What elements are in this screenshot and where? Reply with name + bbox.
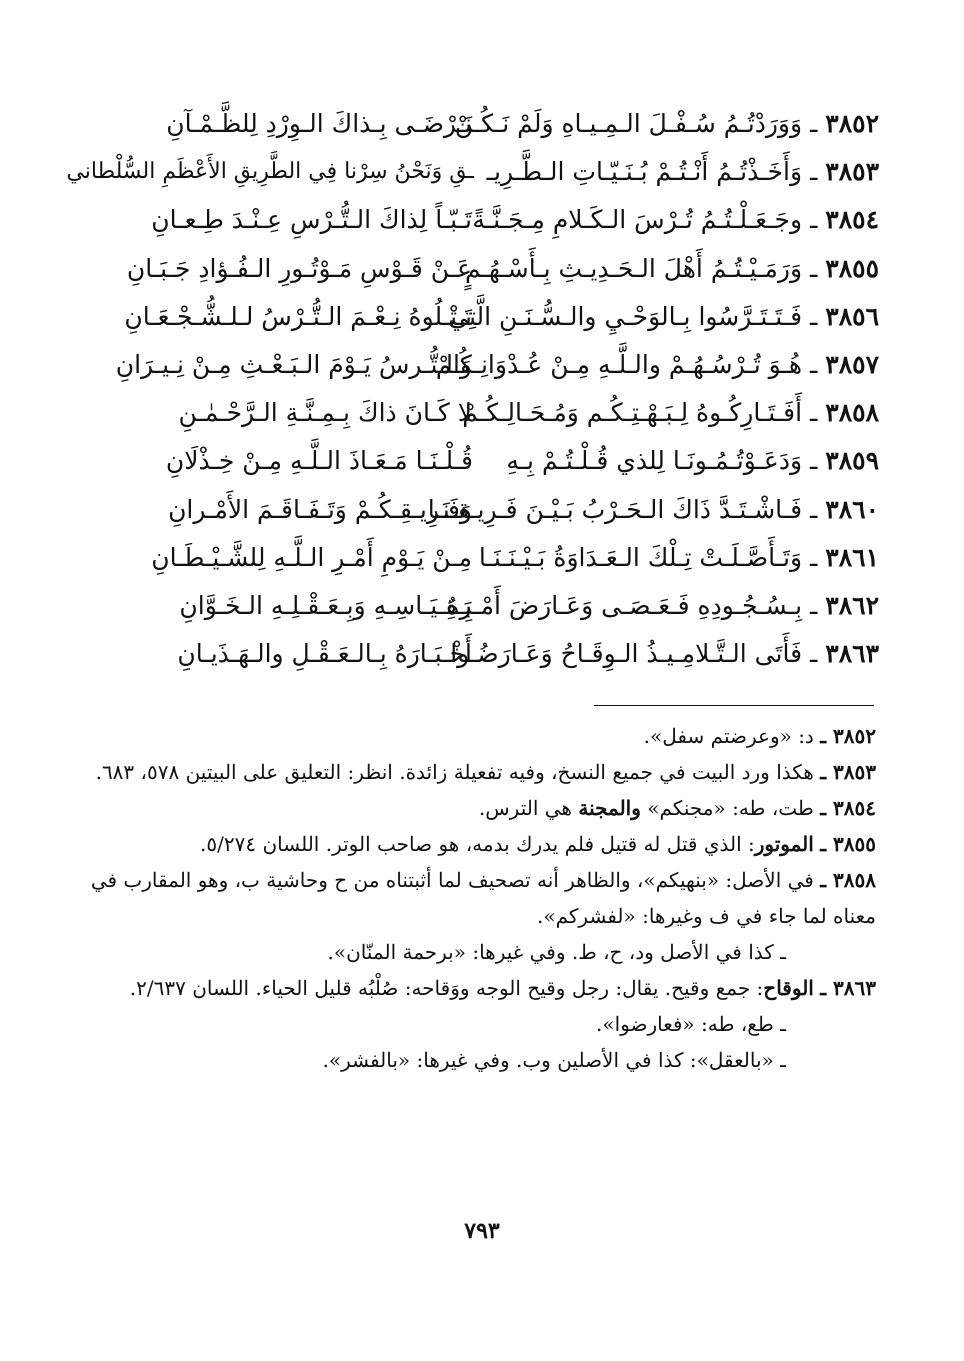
verse-second-hemistich: تَـتْـلُوهُ نِـعْـمَ الـتُّـرْسُ لـلـشُّـجْـعَـانِ xyxy=(124,301,472,331)
verse-first-text: وَتَـأَصَّـلَـتْ تِـلْكَ الـعَـدَاوَةُ بَـيْـنَـنَـا xyxy=(478,542,803,572)
verse-number: ٣٨٥٧ xyxy=(825,350,879,380)
verse-first-text: وجَـعَـلْـتُـمُ تُـرْسَ الـكَـلامِ مِـجَـنَّـةً xyxy=(472,205,803,235)
verse-3855 xyxy=(79,245,879,293)
verse-second-hemistich: عَـنْ قَـوْسِ مَـوْتُـورِ الـفُـؤادِ جَـبَـانِ xyxy=(126,253,472,283)
verse-first-hemistich: ٣٨٦٠ ـ فَـاشْـتَـدَّ ذَاكَ الـحَـرْبُ بَـيْـنَ فَـرِيـقِـنَـا xyxy=(427,494,879,524)
verse-second-hemistich: وَفَـرِيـقِـكُـمْ وَتَـفَـاقَـمَ الأَمْـرانِ xyxy=(168,494,472,524)
footnote-3858 xyxy=(86,862,876,970)
verse-first-text: فَأَتَى الـتَّـلامِـيـذُ الـوِقَـاحُ وَعَـارَضُـوا xyxy=(450,639,803,669)
verse-first-text: فَـاشْـتَـدَّ ذَاكَ الـحَـرْبُ بَـيْـنَ فَـرِيـقِـنَـا xyxy=(427,494,803,524)
verse-first-text: فَـتَـتَـرَّسُوا بِـالوَحْـيِ والـسُّـنَـنِ الَّتِي xyxy=(448,301,803,331)
verse-number: ٣٨٥٣ xyxy=(825,157,879,187)
footnote-number: ٣٨٥٤ ـ xyxy=(820,796,876,820)
verse-3853 xyxy=(66,148,879,196)
footnotes xyxy=(86,718,876,1078)
verse-first-hemistich: ٣٨٥٢ ـ وَوَرَدْتُـمُ سُـفْـلَ الـمِـيـاهِ وَلَمْ نَـكُـنْ xyxy=(454,109,879,139)
footnote-subnote: ـ طع، طه: «فعارضوا». xyxy=(596,1012,786,1036)
verse-second-hemistich: نَـرْضَـى بِـذاكَ الـوِرْدِ لِلظَّـمْـآنِ xyxy=(166,109,472,139)
footnote-text: د: «وعرضتم سفل». xyxy=(643,724,814,748)
verse-first-hemistich: ٣٨٥٣ ـ وَأَخَـذْتُـمُ أَنْـتُـمْ بُـنَـيّـاتِ الـطَّـرِيـ xyxy=(486,157,879,187)
verse-first-hemistich: ٣٨٥٩ ـ وَدَعَـوْتُـمُـونَـا لِلذي قُـلْـتُـمْ بِـهِ xyxy=(506,446,879,476)
verse-number: ٣٨٥٤ xyxy=(825,205,879,235)
verse-second-hemistich: لا كَـانَ ذاكَ بِـمِـنَّـةِ الـرَّحْـمٰـنِ xyxy=(178,398,472,428)
verse-number: ٣٨٥٩ xyxy=(825,446,879,476)
footnote-number: ٣٨٥٢ ـ xyxy=(820,724,876,748)
verse-first-text: أَفَـتَـارِكُـوهُ لِـبَـهْـتِـكُـم وَمُـحَـالِـكُـمْ xyxy=(462,398,803,428)
verse-first-text: وَدَعَـوْتُـمُـونَـا لِلذي قُـلْـتُـمْ بِـهِ xyxy=(506,446,803,476)
verse-second-hemistich: ـقِ وَنَحْنُ سِرْنا فِي الطَّرِيقِ الأَعْظَمِ السُّلْطاني xyxy=(66,159,474,185)
verse-first-text: بِـسُـجُـودِهِ فَـعَـصَـى وَعَـارَضَ أَمْـرَهُ xyxy=(446,590,803,620)
footnote-3855 xyxy=(86,826,876,862)
verse-3858 xyxy=(79,389,879,437)
verse-first-hemistich: ٣٨٥٥ ـ وَرَمَـيْـتُـمُ أَهْلَ الـحَـدِيـثِ بِـأَسْـهُـمٍ xyxy=(464,253,879,283)
verse-second-hemistich: مِـنْ يَـوْمِ أَمْـرِ الـلَّـهِ لِلشَّـيْـطَـانِ xyxy=(151,542,472,572)
verse-number: ٣٨٦٢ xyxy=(825,590,879,620)
verse-first-hemistich: ٣٨٦١ ـ وَتَـأَصَّـلَـتْ تِـلْكَ الـعَـدَاوَةُ بَـيْـنَـنَـا xyxy=(478,542,879,572)
verse-first-hemistich: ٣٨٥٤ ـ وجَـعَـلْـتُـمُ تُـرْسَ الـكَـلامِ مِـجَـنَّـةً xyxy=(472,205,879,235)
verse-first-text: هُـوَ تُـرْسُـهُـمْ والـلَّـهِ مِـنْ عُـدْوَانِـكُـمْ xyxy=(435,350,803,380)
verse-3861 xyxy=(79,534,879,582)
footnote-text: : الذي قتل له قتيل فلم يدرك بدمه، هو صاحب الوتر. اللسان ٥/٢٧٤. xyxy=(200,832,755,856)
verse-second-hemistich: تَـبّـاً لِذاكَ الـتُّـرْسِ عِـنْـدَ طِـعـانِ xyxy=(151,205,472,235)
footnote-number: ٣٨٥٣ ـ xyxy=(820,760,876,784)
verse-3859 xyxy=(79,437,879,485)
verse-number: ٣٨٥٥ xyxy=(825,253,879,283)
footnote-subnote: ـ كذا في الأصل ود، ح، ط. وفي غيرها: «برحمة المنّان». xyxy=(327,940,786,964)
verse-second-hemistich: أَخْـبَـارَهُ بِـالـعَـقْـلِ والـهَـذَيـانِ xyxy=(177,639,472,669)
footnote-divider xyxy=(594,705,874,706)
verse-second-hemistich: بِـقِـيَـاسِـهِ وَبِـعَـقْـلِـهِ الـخَـوَّانِ xyxy=(179,590,472,620)
footnote-term: الموتور xyxy=(754,832,814,856)
verse-number: ٣٨٦١ xyxy=(825,542,879,572)
verse-3860 xyxy=(79,486,879,534)
verse-3863 xyxy=(79,630,879,678)
verse-first-text: وَرَمَـيْـتُـمُ أَهْلَ الـحَـدِيـثِ بِـأَسْـهُـمٍ xyxy=(464,253,803,283)
footnote-3853 xyxy=(86,754,876,790)
verse-number: ٣٨٦٠ xyxy=(825,494,879,524)
footnote-3852 xyxy=(86,718,876,754)
verse-first-hemistich: ٣٨٦٢ ـ بِـسُـجُـودِهِ فَـعَـصَـى وَعَـارَضَ أَمْـرَهُ xyxy=(446,590,879,620)
verse-second-hemistich: وَالـتُّـرسُ يَـوْمَ الـبَـعْـثِ مِـنْ نِـيـرَانِ xyxy=(115,350,472,380)
footnote-term: الوقاح xyxy=(763,976,814,1000)
footnote-text: هي الترس. xyxy=(478,796,579,820)
verse-number: ٣٨٦٣ xyxy=(825,639,879,669)
verse-first-hemistich: ٣٨٥٨ ـ أَفَـتَـارِكُـوهُ لِـبَـهْـتِـكُـم وَمُـحَـالِـكُـمْ xyxy=(462,398,879,428)
verse-3862 xyxy=(79,582,879,630)
verse-first-text: وَوَرَدْتُـمُ سُـفْـلَ الـمِـيـاهِ وَلَمْ نَـكُـنْ xyxy=(454,109,803,139)
footnote-subnote: ـ «بالعقل»: كذا في الأصلين وب. وفي غيرها: «بالفشر». xyxy=(322,1048,786,1072)
verse-number: ٣٨٥٨ xyxy=(825,398,879,428)
footnote-3863 xyxy=(86,970,876,1078)
verse-number: ٣٨٥٦ xyxy=(825,301,879,331)
verse-3852 xyxy=(79,100,879,148)
verse-first-hemistich: ٣٨٥٦ ـ فَـتَـتَـرَّسُوا بِـالوَحْـيِ والـسُّـنَـنِ الَّتِي xyxy=(448,301,879,331)
footnote-number: ٣٨٥٨ ـ xyxy=(820,868,876,892)
footnote-3854 xyxy=(86,790,876,826)
footnote-number: ٣٨٦٣ ـ xyxy=(820,976,876,1000)
footnote-term: والمجنة xyxy=(578,796,641,820)
verse-second-hemistich: قُـلْـنَـا مَـعَـاذَ الـلَّـهِ مِـنْ خِـذْلَانِ xyxy=(165,446,473,476)
verse-3854 xyxy=(79,196,879,244)
footnote-text: هكذا ورد البيت في جميع النسخ، وفيه تفعيلة زائدة. انظر: التعليق على البيتين ٥٧٨، ٦٨٣. xyxy=(95,760,814,784)
verse-3857 xyxy=(79,341,879,389)
verse-3856 xyxy=(79,293,879,341)
poem-verses xyxy=(66,100,879,678)
footnote-text: : جمع وقيح. يقال: رجل وقيح الوجه ووَقاحه: صُلْبُه قليل الحياء. اللسان ٢/٦٣٧. xyxy=(129,976,764,1000)
verse-first-hemistich: ٣٨٥٧ ـ هُـوَ تُـرْسُـهُـمْ والـلَّـهِ مِـنْ عُـدْوَانِـكُـمْ xyxy=(435,350,879,380)
verse-number: ٣٨٥٢ xyxy=(825,109,879,139)
verse-first-text: وَأَخَـذْتُـمُ أَنْـتُـمْ بُـنَـيّـاتِ الـطَّـرِيـ xyxy=(486,157,803,187)
footnote-pre: طت، طه: «مجنكم» xyxy=(640,796,814,820)
footnote-text: في الأصل: «بنهيكم»، والظاهر أنه تصحيف لما أثبتناه من ح وحاشية ب، وهو المقارب في معناه لما جاء في ف وغيرها: «لفشركم». xyxy=(90,868,876,928)
verse-first-hemistich: ٣٨٦٣ ـ فَأَتَى الـتَّـلامِـيـذُ الـوِقَـاحُ وَعَـارَضُـوا xyxy=(450,639,879,669)
footnote-number: ٣٨٥٥ ـ xyxy=(820,832,876,856)
page-number: ٧٩٣ xyxy=(464,1218,500,1244)
